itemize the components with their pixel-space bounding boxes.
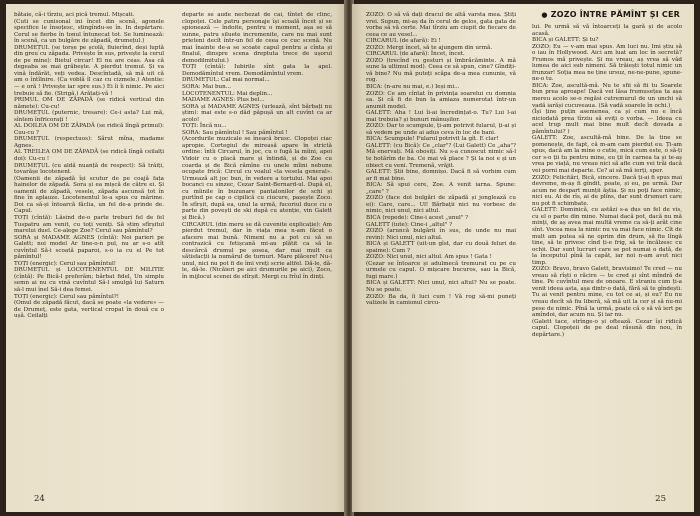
paragraph: GALETT: (cu Bică): Ce „clar"? (Lui Galett) Ce „aha"? Mă enervați. Mă obosiți. Nu s-a cunoscut nimic să-l te hotărîm de ba. Ce mai vă place ? Și la noi e și un obiect cu veni. Tremenă, vrăjit. [366,142,516,169]
paragraph: (Omul de zăpadă făcut, dacă se poate «la vedere» — de Drumeț, este gata, vertical cropat în două cu o ușă. Ceilalți [14,300,164,320]
paragraph: BICA: Să spui cere, Zoe. A venit iarna. Spune: „care" ? [366,182,516,195]
paragraph: DRUMEȚUL (cu aldă nuanță de respect): Să trăiți, tovarășe locotenent. [14,162,164,176]
header-bullet-icon: ● [541,11,548,19]
paragraph: (Își ține puțin asemenea, ca și cum nu e încă niciodată prea tîrziu să eviți o vorba. — Ideea cu acel trup mult mai bine mult decît dovada a pămîntului? ) [532,109,682,135]
paragraph: SORA și MADAME AGNES (cîntă): Noi parieri pe Galett; noi model Ar tine-o-n pul, nu ar s-o atît cuvîntul Să-i scoată paparoi, s-o ia cu el Pe tot pămîntul! [14,234,164,261]
paragraph: CIRCARUL (de afară): Încet, încet. [366,51,465,58]
right-column-2 [532,24,682,338]
paragraph: SORA: Mai bun... [182,84,232,91]
page-number-right: 25 [655,494,666,504]
paragraph: MADAME AGNES: Plus bel... [182,97,265,104]
paragraph: SORA: Sau pămîntul ! Sau pămîntul ! [182,129,288,136]
paragraph: ZOZO: Nici unul, nici altul. Am spus ! Gata ! [366,254,492,261]
paragraph: ZOZO (trecînd cu gesturi și îmbrăcăminte. A mă sune la ultimul mod). Ceea ce să spun, cine? Gîndiți-vă bine? Nu mă puteți scăpa de-a mea cununie, vă rog. [366,57,516,84]
header-title: ZOZO ÎNTRE PĂMÎNT ȘI CER [550,10,680,19]
paragraph: TOȚI: Încă nu... [182,123,227,130]
paragraph: BICA (repede): Cine-i acest „unul" ? [366,214,469,221]
paragraph: TOȚI (energic): Cerul sau pămîntul?! [14,293,119,300]
paragraph: TOȚI (cîntă): Iubirile sînt gata la apel. Demodămîntul vrem. Demodămîntul vrem. [182,64,332,77]
paragraph: GALETT: Dominică, cu astăzi s-a dus un fel de vis, cu el o parte din mine. Numai dacă pot, dacă nu mă minți, de aș avea mai multă vreme ca să-ți arăt cine sînt. Vocea mea la nimic nu va mai face nimic. Cît de mult am putea să ne oprim din drum, să fiu lîngă tine, să te privesc cînd ți-e frig, să te încălzesc cu ochii. Dar sunt lucruri care se pot numai o dată, de la începutul pînă la capăt, iar noi n-am avut nici timp. [532,207,682,266]
paragraph: PRIMUL OM DE ZĂPADĂ (se ridică vertical din nămete): Cu-cu! [14,97,164,110]
paragraph: CIRCARUL (din meru se dă cuvenite explicație): Am pierdut tremul, dar în viața mea n-am făcut o afacere mai bună. Nimeni nu a pot cu să se contrazică cu fetișcană mi-au plătit ca să le descărcă drumul pe șosea, dar mai mult ca sătisfacții la numărul de turnuri. Mare plăcere! Nu-i unul, nici nu pot fi de îmi vreți scrie altfel. Dă-le, dă-le, dă-le. (Nicăieri pe aici drumurile pe aici), Zoco, în mijlocul scenei de sfîrșit. Mergi cu frîul în dinți. [182,221,332,280]
left-column-2 [182,12,332,280]
paragraph: ZOZO: Ba da, îi luci cum ! Vă rog să-mi puneți valizele în camionul circu- [366,293,516,307]
paragraph: TOȚI (energic): Cerul sau pămîntul! [14,260,116,267]
paragraph: (Acordurile muzicale se îneacă brusc. Clopoței ciac apropie. Cortegiul de mireasă apare în strictă ordine: întîi Circarul, în joc, cu o fugă la mîini, apoi Vidoir cu o placă mare și întindă, și de Zoe cu coarda și de Bică rămîne cu unele mîini nebune ocupate frică: Circul cu voalul «la vesela general». Urmează alt joc bun, în vedere a tortului. Mai apoi bocanci cu sinzec, Cezar Saint-Bernard-ul. După el, cu mîinile în buzunare pantalonilor de schi și purtînd pe cap o cipilică cu ciucure, pașește Zoco. În sfîrșit, după ea, unul la urmă, fucoriul duce cu o parte din povești de ski după cu atenție, vin Galett și Bică.) [182,136,332,221]
paragraph: BICA și GALETT: Nici unul, nici altul? Nu se poate. Nu se poate. [366,280,516,293]
paragraph: AL TREILEA OM DE ZĂPADĂ (se ridică lîngă ceilalți doi): Cu-cu ! [14,149,164,163]
paragraph: DRUMEȚUL și LOCOTENENTUL DE MILITIE (cîntă): Pe Bică-l preferăm; bărbat fidel, Un simplu semn ai nu cu vină cuvîntul Să-l smulgă lui Saturn să-l mui înel Să-i dea femei. [14,267,164,293]
running-header [541,10,680,19]
paragraph: ZOZO (face doi bulgări de zăpadă și jonglează cu ei): Care, care... Ul! Bărbații nici nu vorbesc de nimic, nici unul, nici altul. [366,195,516,215]
paragraph: GALETT (iute): Cine-i „altul" ? [366,221,453,228]
paragraph: ZOZO: Ce am cîntat în privința soarelui cu domnia sa. Și că fi de bun la amiaza numerotat într-un anumit model. [366,90,516,110]
paragraph: (Oamenii de zăpadă își scutur de pe coajă fața hainelor de zăpadă. Sora și ea mișcă de către ei. Și oamenii de zăpadă, vesele, zăpada ascunsă tot în fine în aplauze. Locotenentul le-a spus cu mărime. Doi ca să-și întoarcă făclia, un fel de-a prinde de. Capul. [14,175,164,215]
paragraph: departe se aude nechezat de cai, tîntet de clinc, clopoței. Cele patru personaje își scoală încet și se spionează — îndoite, pentru o moment, așa se să sunne, patru siluete incremenite, care nu mai sunt prieteni decît într-un fel de ceea ce cuc scenă. Nu mai înainte de-a se scoate capul pentru a cînta și finalul, dinspre scena dreptuta trece de ușorul demodilmitului.) [182,12,332,64]
paragraph: (Galett tace, strînge-o și oftează. Cezar își ridică capul. Clopoțeii de pe deal răsună din nou, în depărtare.) [532,318,682,338]
paragraph: BICA: (n-are nu mai, e.) Ieși mi... [366,84,460,91]
paragraph: ZOZO (aruncă bulgării în sus, de unde nu mai revin): Nici unul, nici altul. [366,228,516,241]
paragraph: BICA și GALETT: Și tu? [532,37,599,44]
right-column-1 [366,12,516,307]
paragraph: GALETT: Aha ! Lui îi-ai încredințat-o. Tu? Lui l-ai mai trebuia? și bunuri mânușilor. [366,110,516,123]
paragraph: DRUMEȚUL (se torșe pe școlă, fluierînd, deși luptă din greu cu zăpada. Privește în sus, privește la cerul de pe mine): Bietul circar! El nu are ceas. Asa că degeaba se mai grăbește. A pierdut tremul. Și va vină îndărăt, veți vedea. Descîntadă, să mă uit că am o întîlnire. (Ca voblă îl caz cu cizmele.) Atentie: — e oră ! Privește iar spre sus.) Ei îi îi nimic. Pe aici trebuie să fie. (Strigă.) Arătați-vă ! [14,44,164,97]
paragraph: AL DOILEA OM DE ZĂPADĂ (se ridică lîngă primul): Cuu-cu ? [14,123,164,136]
paragraph: ZOZO: Bravo, bravo Galett, bravisimo! Te cred — nu vreau să rîști o răcire — te cred și sînt mîndră de tine. Pe cuvîntul meu de onoare. E straniu cum ți-a venit ideea asta, așa dintr-o dată, fără să te gîndești. Tu ai venit pentru mine, cu tot ce ai, și eu? Eu nu vreau decît să fiu liberă, să mă uit la cer și să nu-mi pese de nimic. Pînă la urmă, poate că o să vă iert pe amîndoi, dar acum nu. Și iar nu. [532,266,682,319]
paragraph: SORA și MADAME AGNES (urlează, sînt bărbați nu știm): mai este s-o dăd păpușă un alt cuvînt ca ar acolo! [182,103,332,123]
page-number-left: 24 [34,494,45,504]
paragraph: bătaie, că-i tîrziu, aci pică tremul. Mișcati. [14,12,135,18]
paragraph: ZOZO: Eu — v-am mai spus. Am luci nu. Imi știu să o iau în Hollywood. Aici am luat am loc în secretă? Frumos mă privește. Și nu vreau, aș vrea să văd lumea de aici sub nimeni. Să trăiești totul nimic un frunzar! Soția mea ne ține ursuz, ne-ne-pune, spune-ne-o tu. [532,43,682,83]
paragraph: BICA: Scumpule! Fularul potrivit la gît. E clar! [366,136,499,143]
paragraph: DRUMEȚUL (respectuos): Sărut mîna, madame Agnes. [14,136,164,149]
paragraph: DRUMEȚUL: Cal mai normal... [182,77,270,84]
left-column-1 [14,12,164,320]
paragraph: LOCOTENENTUL: Mai deplin... [182,90,273,97]
paragraph: ZOZO: Mergi încet, să te ajungem din urmă. [366,44,493,51]
paragraph: GALETT: Zoe, ascultă-mă bine. De la tine se pomenește, de fapt, că m-am cam pierdut eu. Ți-am spus, dacă am la mine o cutie, mică cum este, o să-ți cer s-o ții tu pentru mine, eu ții în carnea ta și te-aș vrea pe viață, nu vreau nici să afle cum vei trăi dacă vei porni mai departe. Ce? ai să mă ierți, sper. [532,135,682,175]
paragraph: lui. Pe urmă să vă întoarceți la gară și de acolo acasă. [532,24,682,37]
paragraph: CIRCARUL (de afară): Ei ! [366,38,441,45]
paragraph: GALETT: Știi bine, domnișo. Dacă fi să vorbim cum ar fi mai bine. [366,169,516,182]
paragraph: (Cuti se cunisonal ini încet din scenă, agonele specifice le însoțesc, stingîndu-se în. In depărtare. Cerul se fierbe în tonul întunecat tot. Se luminează: în scenă, ca un bulgăre de zăpadă, drumețul.) [14,18,164,45]
paragraph: (Cezar se întoarce și adulmecă tremurat cu pe cu urmele cu capul. O mișcare bucuros, sau la Bică, fugi mare.) [366,260,516,280]
paragraph: BICA: Zoe, ascultă-mă. Nu te sfii să fii tu Soarele bun prea aproape! Dacă vei lăsa frumusețea ta așa mereu acolo se-o regăsi cutremurul de un unchi să vadă iarăși cucuveaua. (Să vadă soarele în ochi.) [532,82,682,109]
right-page [352,4,694,512]
paragraph: TOȚI (cîntă): Lăsind de-o parte treburi fel de fel Tuspatru am venit, cu toți veniți. Să stim sfîrșitul marelui duel. Ce-alege Zoe? Cerul sau pămîntul? [14,214,164,235]
paragraph: ZOZO: Dar te scumpule, ți-am potrivit fularul, ți-ai și să vedem pe unde ai adus ceva în loc de bani. [366,123,516,136]
paragraph: BICA și GALETT (uit-un gîst, dar cu două feluri de spaime): Cum ? [366,241,516,254]
paragraph: ZOZO: Felicitări, Bică, sincere. Dacă ți-ai fi spus mai devreme, m-aș fi gîndit, poate, și eu, pe urmă. Dar acum ne despart munții ăștia. Și nu poți face nimic, nici eu. Ai de rîs, ai de plîns, dar sunt drumuri care nu pot fi schimbate. [532,174,682,207]
paragraph: ZOZO: O să vă dați dracul de altă varsta mea. Știți vrei. Supun, mi-aș da în cerul de gelos, gata gata de vorba să vă certe. Mai tîrziu am ciupit de fiecare de ceea ce au vesel... [366,12,516,38]
left-page [6,4,346,512]
paragraph: DRUMEȚUL (puternic, tresare): Ce-i asta? Lui mă, sîntem înfricorați ! [14,110,164,123]
